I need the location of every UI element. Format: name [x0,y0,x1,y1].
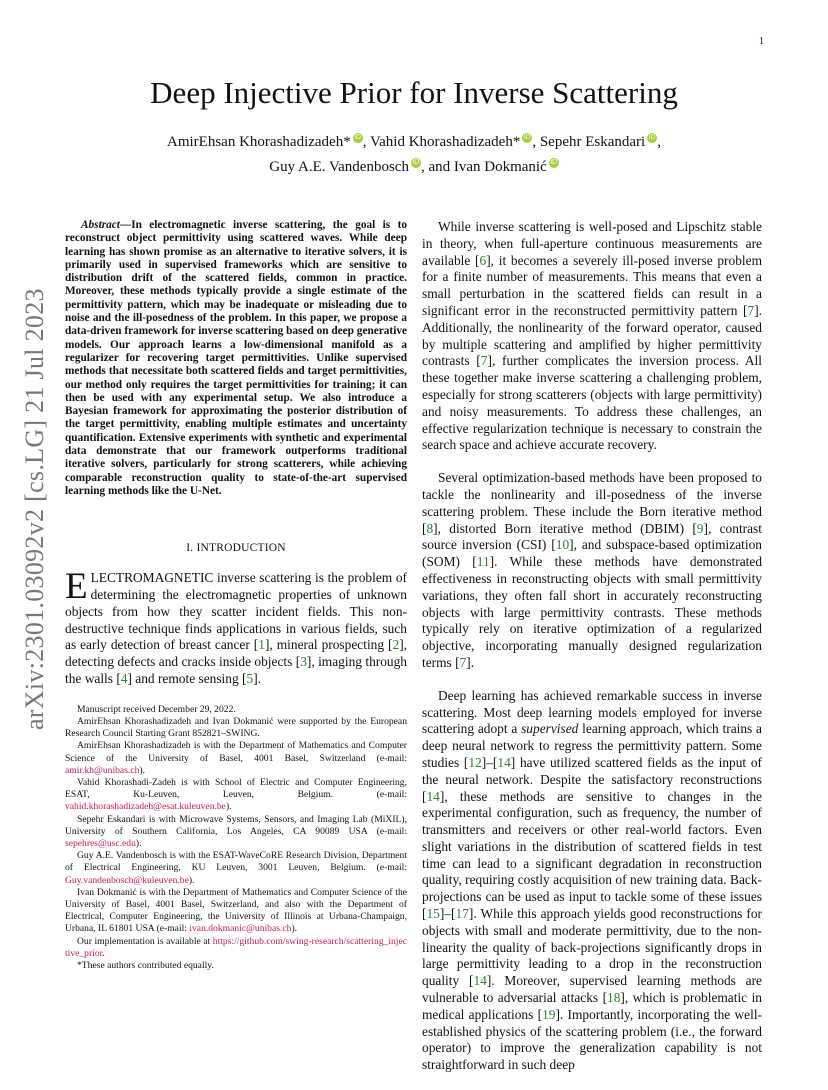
citation-link[interactable]: 11 [476,554,490,570]
body-paragraph: While inverse scattering is well-posed and Lipschitz stable in theory, when full-aperture continuous measurements are available [6], it becomes a severely ill-posed inverse problem for a finite number of measurements. This means that even a small perturbation in the scattered fields can result in a significant error in the reconstructed permittivity pattern [7]. Additionally, the nonlinearity of the forward operator, caused by multiple scattering and amplified by higher permittivity contrasts [7], further complicates the inversion process. All these together make inverse scattering a challenging problem, especially for strong scatterers (objects with large permittivity) and noisy measurements. To address these challenges, an effective regularization technique is necessary to constrain the search space and achieve accurate recovery. [422,219,762,453]
section-heading [65,542,407,554]
footnote-text: Guy A.E. Vandenbosch is with the ESAT-WaveCoRE Research Division, Department of Electrical Engineering, KU Leuven, 3001 Leuven, Belgium. (e-mail: [65,850,407,874]
footnote-implementation: Our implementation is available at https://github.com/swing-research/scattering_injective_prior. [65,935,407,959]
citation-link[interactable]: 4 [120,671,128,687]
author-name: Guy A.E. Vandenbosch [269,159,409,175]
citation-link[interactable]: 14 [497,754,511,770]
abstract-text: —In electromagnetic inverse scattering, the goal is to reconstruct object permittivity using scattered waves. While deep learning has shown promise as an alternative to iterative solvers, it is primarily used in supervised frameworks which are sensitive to distribution drift of the scattered fields, common in practice. Moreover, these methods typically provide a single estimate of the permittivity pattern, which may be inadequate or misleading due to noise and the ill-posedness of the problem. In this paper, we propose a data-driven framework for inverse scattering based on deep generative models. Our approach learns a low-dimensional manifold as a regularizer for recovering target permittivities. Unlike supervised methods that necessitate both scattered fields and target permittivities, our method only requires the target permittivities for training; it can then be used with any experimental setup. We also introduce a Bayesian framework for approximating the posterior distribution of the target permittivity, enabling multiple estimates and uncertainty quantification. Extensive experiments with synthetic and experimental data demonstrate that our framework outperforms traditional iterative solvers, particularly for strong scatterers, while achieving comparable reconstruction quality to state-of-the-art supervised learning methods like the U-Net. [65,219,407,497]
intro-paragraph [65,566,408,688]
citation-link[interactable]: 5 [246,671,254,687]
author-separator: , [532,134,540,150]
orcid-icon[interactable]: iD [412,159,420,166]
footnote-equal-contribution: *These authors contributed equally. [77,960,214,972]
citation-link[interactable]: 2 [392,637,400,653]
abstract-label: Abstract [81,219,120,231]
github-link[interactable]: https://github.com/swing-research/scattering_injective_prior [65,935,407,959]
citation-link[interactable]: 3 [300,654,307,670]
section-initial: I [196,542,201,555]
citation-link[interactable]: 8 [426,520,434,536]
arxiv-identifier: arXiv:2301.03092v2 [cs.LG] 21 Jul 2023 [20,288,49,730]
abstract [65,219,407,498]
author-name: Vahid Khorashadizadeh* [369,134,521,150]
author-line-2 [0,155,828,180]
footnote-text: Our implementation is available at [77,935,213,947]
author-name: AmirEhsan Khorashadizadeh* [167,134,351,150]
body-paragraph: Several optimization-based methods have been proposed to tackle the nonlinearity and ill-posedness of the inverse scattering problem. These include the Born iterative method [8], distorted Born iterative method (DBIM) [9], contrast source inversion (CSI) [10], and subspace-based optimization (SOM) [11]. While these methods have demonstrated effectiveness in reconstructing objects with small permittivity variations, they often fall short in accurately reconstructing objects with large permittivity contrasts. These methods typically rely on iterative optimization of a regularized objective, incorporating manually designed regularization terms [7]. [422,470,763,670]
citation-link[interactable]: 6 [479,252,487,268]
author-separator: , and [420,159,454,175]
footnotes [65,704,407,972]
orcid-icon[interactable]: iD [524,134,531,141]
author-separator: , [362,134,370,150]
citation-link[interactable]: 7 [747,302,755,318]
footnote-text: Vahid Khorashadi-Zadeh is with School of Electric and Computer Engineering, ESAT, Ku-Leuven, Leuven, Belgium. (e-mail: [65,777,407,801]
footnote-affiliation: AmirEhsan Khorashadizadeh is with the Department of Mathematics and Computer Science of the University of Basel, 4001 Basel, Switzerland (e-mail: amir.kh@unibas.ch). [65,740,407,776]
email-link[interactable]: Guy.vandenbosch@kuleuven.be [65,874,189,886]
citation-link[interactable]: 18 [607,990,621,1006]
intro-text: ], mineral prospecting [ [264,637,393,653]
section-number: I. [186,542,194,555]
footnote-affiliation: Guy A.E. Vandenbosch is with the ESAT-WaveCoRE Research Division, Department of Electrical Engineering, KU Leuven, 3001 Leuven, Belgium. (e-mail: Guy.vandenbosch@kuleuven.be). [65,850,407,886]
right-column [422,219,762,1090]
email-link[interactable]: ivan.dokmanic@unibas.ch [189,923,292,935]
author-line-1 [0,130,828,155]
author-list [0,130,828,180]
email-link[interactable]: amir.kh@unibas.ch [65,764,140,776]
citation-link[interactable]: 12 [468,754,482,770]
footnote-affiliation: Sepehr Eskandari is with Microwave Systems, Sensors, and Imaging Lab (MiXIL), University of Southern California, Los Angeles, CA 90089 USA (e-mail: sepehres@usc.edu). [65,813,407,850]
citation-link[interactable]: 9 [696,520,704,536]
left-column [65,219,407,972]
citation-link[interactable]: 17 [455,906,469,922]
citation-link[interactable]: 15 [426,906,440,922]
page-number: 1 [759,36,764,47]
section-title-rest: NTRODUCTION [200,542,286,555]
footnote-affiliation: Ivan Dokmanić is with the Department of Mathematics and Computer Science of the University of Basel, 4001 Basel, Switzerland, and also with the Department of Electrical, Computer Engineering, the University of Illinois at Urbana-Champaign, Urbana, IL 61801 USA (e-mail: ivan.dokmanic@unibas.ch). [65,886,407,935]
intro-text: ], imaging through the walls [ [65,654,408,687]
orcid-icon[interactable]: iD [648,134,656,141]
email-link[interactable]: vahid.khorashadizadeh@esat.kuleuven.be [65,801,226,813]
citation-link[interactable]: 19 [542,1006,556,1022]
author-separator: , [657,134,661,150]
citation-link[interactable]: 14 [473,973,487,989]
intro-text: ]. [253,671,261,687]
citation-link[interactable]: 14 [426,788,440,804]
email-link[interactable]: sepehres@usc.edu [65,838,136,850]
footnote-support: AmirEhsan Khorashadizadeh and Ivan Dokmanić were supported by the European Research Council Starting Grant 852821–SWING. [65,716,407,740]
footnote-text: Sepehr Eskandari is with Microwave Systems, Sensors, and Imaging Lab (MiXIL), University of Southern California, Los Angeles, CA 90089 USA (e-mail: [65,813,407,837]
citation-link[interactable]: 7 [480,353,488,369]
citation-link[interactable]: 7 [459,654,467,670]
author-name: Ivan Dokmanić [453,159,547,175]
orcid-icon[interactable]: iD [550,159,558,166]
footnote-received: Manuscript received December 29, 2022. [77,703,236,715]
citation-link[interactable]: 1 [258,637,265,653]
footnote-text: Ivan Dokmanić is with the Department of Mathematics and Computer Science of the University of Basel, 4001 Basel, Switzerland, and also with the Department of Electrical, Computer Engineering, the University of Illinois at Urbana-Champaign, Urbana, IL 61801 USA (e-mail: [65,886,407,935]
intro-text: ], detecting defects and cracks inside objects [ [65,637,407,670]
author-name: Sepehr Eskandari [539,134,646,150]
intro-text: LECTROMAGNETIC inverse scattering is the problem of determining the electromagnetic properties of unknown objects from how they scatter incident fields. This non-destructive technique finds applications in various fields, such as early detection of breast cancer [ [65,570,407,653]
footnote-affiliation: Vahid Khorashadi-Zadeh is with School of Electric and Computer Engineering, ESAT, Ku-Leuven, Leuven, Belgium. (e-mail: vahid.khorashadizadeh@esat.kuleuven.be). [65,777,407,813]
intro-text: ] and remote sensing [ [127,671,247,687]
body-paragraph: Deep learning has achieved remarkable success in inverse scattering. Most deep learning models employed for inverse scattering adopt a supervised learning approach, which trains a deep neural network to regress the permittivity pattern. Some studies [12]–[14] have utilized scattered fields as the input of the neural network. Despite the satisfactory reconstructions [14], these methods are sensitive to changes in the experimental configuration, such as frequency, the number of transmitters and receivers or other real-world factors. Even slight variations in the distribution of scattered fields in test time can lead to a significant degradation in reconstruction quality, requiring costly acquisition of new training data. Back-projections can be used as input to tackle some of these issues [15]–[17]. While this approach yields good reconstructions for objects with small and moderate permittivity, due to the non-linearity the quality of back-projections significantly drops in large permittivity leading to a drop in the reconstruction quality [14]. Moreover, supervised learning methods are vulnerable to adversarial attacks [18], which is problematic in medical applications [19]. Importantly, incorporating the well-established physics of the scattering problem (i.e., the forward operator) to improve the generalization capability is not straightforward in such deep [422,687,762,1073]
paper-title: Deep Injective Prior for Inverse Scattering [150,75,678,110]
citation-link[interactable]: 10 [555,537,570,553]
footnote-text: AmirEhsan Khorashadizadeh is with the Department of Mathematics and Computer Science of the University of Basel, 4001 Basel, Switzerland (e-mail: [65,740,407,764]
drop-cap: E [65,566,88,608]
orcid-icon[interactable]: iD [354,134,362,141]
